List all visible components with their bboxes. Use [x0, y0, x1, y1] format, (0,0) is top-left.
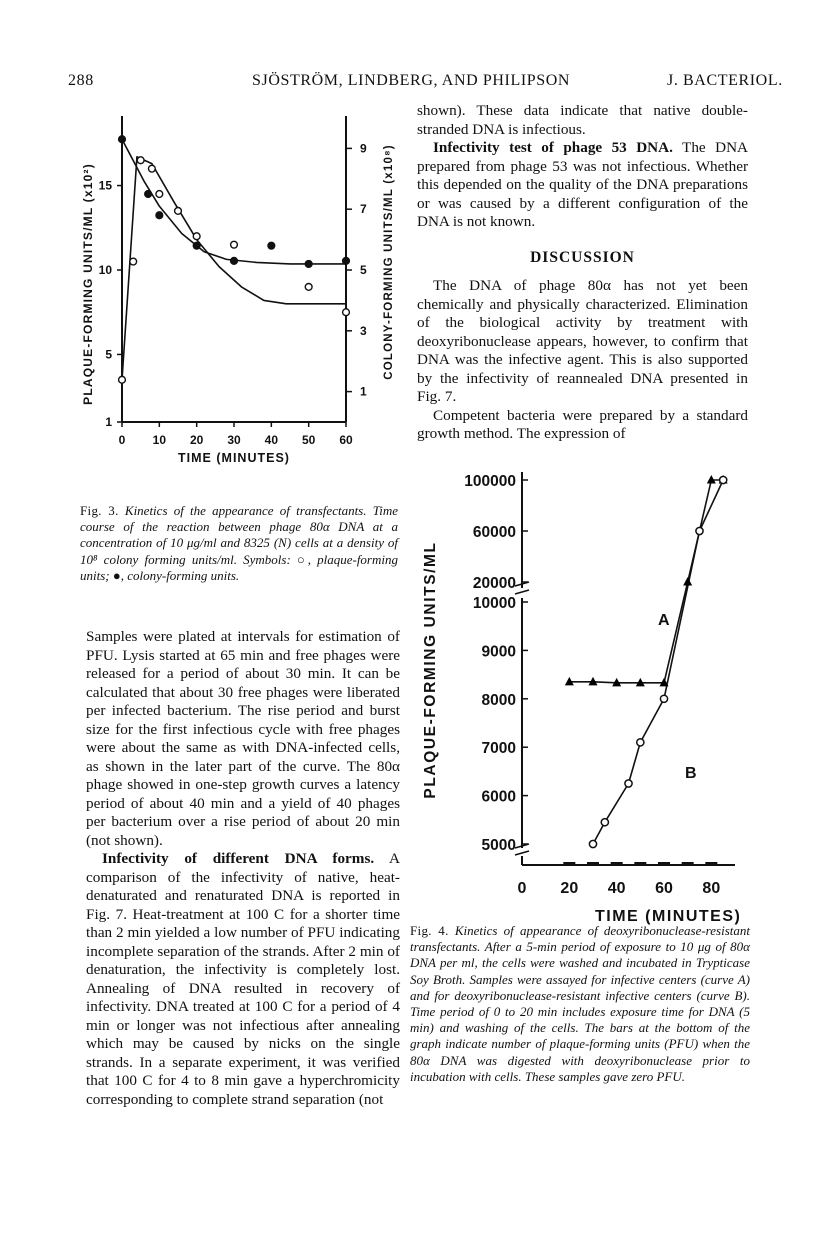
curve-B-point	[720, 476, 727, 483]
plaque-point	[148, 165, 155, 172]
curve-A-point	[683, 577, 692, 586]
y-axis-title: PLAQUE-FORMING UNITS/ML (x10²)	[81, 163, 95, 405]
section-subheading: Infectivity of different DNA forms.	[102, 850, 375, 867]
curve-A-label: A	[658, 612, 670, 629]
y2-tick-label: 1	[360, 384, 367, 399]
figure-4-chart	[405, 460, 765, 925]
page-number: 288	[68, 72, 94, 89]
figure-4-caption-text: Kinetics of appearance of deoxyribonuclease-resistant transfectants. After a 5-min period of exposure to 10 μg of 80α DNA per ml, the cells were washed and incubated in Trypticase Soy Broth. Samples were assayed for infective centers (curve A) and for deoxyribonuclease-resistant infective centers (curve B). Time period of 0 to 20 min includes exposure time for DNA (5 min) and washing of the cells. The bars at the bottom of the graph indicate number of plaque-forming units (PFU) when the 80α DNA was digested with deoxyribonuclease prior to incubation with cells. These samples gave zero PFU.	[410, 923, 750, 1084]
curve-B-point	[589, 840, 596, 847]
right-paragraph-2-text: The DNA prepared from phage 53 was not infectious. Whether this depended on the quality of the DNA preparations or was caused by a different configuration of the DNA is not known.	[417, 139, 748, 230]
x-tick-label: 30	[227, 433, 241, 447]
x-axis-title: TIME (MINUTES)	[595, 908, 742, 925]
y-tick-label: 5	[105, 347, 112, 362]
x-tick-label: 0	[118, 433, 126, 447]
left-column	[86, 628, 400, 1109]
figure-4-caption	[410, 923, 750, 1085]
right-column	[417, 102, 748, 444]
y-tick-label: 5000	[481, 837, 516, 854]
y-tick-label: 10000	[472, 595, 516, 612]
colony-point	[156, 212, 163, 219]
figure-3-caption	[80, 503, 398, 584]
plaque-point	[231, 241, 238, 248]
y2-tick-label: 7	[360, 202, 367, 217]
figure-3-chart	[70, 100, 410, 495]
plaque-point	[119, 376, 126, 383]
x-tick-label: 50	[301, 433, 316, 447]
y-tick-label: 9000	[481, 643, 516, 661]
curve-B-label: B	[685, 765, 697, 782]
discussion-heading: DISCUSSION	[530, 248, 635, 266]
plaque-point	[305, 283, 312, 290]
axis-break	[515, 844, 529, 855]
left-paragraph-2-text: A comparison of the infectivity of native, heat-denaturated and renaturated DNA is reported in Fig. 7. Heat-treatment at 100 C for a shorter time than 2 min yielded a low number of PFU indicating incomplete separation of the strands. After 2 min of denaturation, the infectivity is completely lost. Annealing of DNA resulted in recovery of infectivity. DNA treated at 100 C for a period of 4 min or longer was not infectious after annealing which may be caused by nicks on the single strands. In a separate experiment, it was verified that 100 C for 4 to 8 min gave a hyperchromicity corresponding to complete strand separation (not	[86, 850, 400, 1108]
zero-pfu-bar	[705, 862, 717, 866]
x-tick-label: 20	[560, 880, 579, 897]
y-tick-label: 10	[98, 263, 112, 277]
curve-B-point	[625, 780, 632, 787]
y2-tick-label: 5	[360, 263, 367, 277]
y-tick-label: 7000	[481, 740, 516, 758]
colony-point	[305, 261, 312, 268]
y-tick-label: 20000	[472, 575, 516, 592]
curve-B-point	[601, 819, 608, 826]
zero-pfu-bar	[587, 862, 599, 866]
zero-pfu-bar	[634, 862, 646, 866]
plaque-point	[156, 191, 163, 198]
curve-B-point	[696, 527, 703, 534]
left-paragraph-1: Samples were plated at intervals for estimation of PFU. Lysis started at 65 min and free phages were released for a period of about 30 min. It can be calculated that about 30 free phages were liberated per infected bacterium. The rise period and burst size for the first infectious cycle with free phages were about the same as with DNA-infected cells, as shown in the later part of the curve. The 80α phage showed in one-step growth curves a latency period of about 40 min and a yield of 40 phages per bacterium over a rise period of about 20 min (not shown).	[86, 628, 400, 849]
left-paragraph-2	[86, 850, 400, 1109]
running-title: SJÖSTRÖM, LINDBERG, AND PHILIPSON	[252, 72, 571, 89]
right-paragraph-2	[417, 139, 748, 232]
plaque-point	[193, 233, 200, 240]
colony-point	[193, 242, 200, 249]
figure-3-label: Fig. 3.	[80, 503, 119, 518]
y-tick-label: 1	[105, 415, 112, 429]
zero-pfu-bar	[682, 862, 694, 866]
x-tick-label: 10	[152, 433, 167, 447]
y-tick-label: 15	[98, 178, 112, 193]
colony-point	[231, 257, 238, 264]
zero-pfu-bar	[658, 862, 670, 866]
right-paragraph-1: shown). These data indicate that native double-stranded DNA is infectious.	[417, 102, 748, 138]
y2-axis-title: COLONY-FORMING UNITS/ML (x10⁸)	[383, 144, 395, 380]
right-paragraph-4: Competent bacteria were prepared by a standard growth method. The expression of	[417, 406, 748, 442]
x-tick-label: 40	[264, 433, 279, 447]
y-tick-label: 6000	[481, 788, 516, 806]
x-tick-label: 40	[607, 880, 626, 897]
curve-B-point	[660, 695, 667, 702]
y-tick-label: 60000	[472, 524, 516, 541]
x-axis-title: TIME (MINUTES)	[178, 451, 290, 465]
colony-point	[119, 136, 126, 143]
figure-3-caption-text: Kinetics of the appearance of transfectants. Time course of the reaction between phage 80α DNA at a concentration of 10 μg/ml and 8325 (N) cells at a density of 10⁸ colony forming units/ml. Symbols: ○, plaque-forming units; ●, colony-forming units.	[80, 503, 398, 583]
section-subheading: Infectivity test of phage 53 DNA.	[433, 139, 673, 156]
plaque-point	[343, 309, 350, 316]
x-tick-label: 60	[655, 880, 673, 897]
x-tick-label: 0	[517, 880, 527, 897]
x-tick-label: 80	[702, 880, 721, 897]
x-tick-label: 20	[189, 433, 204, 447]
journal-name: J. BACTERIOL.	[667, 72, 783, 89]
x-tick-label: 60	[339, 433, 353, 447]
figure-4-label: Fig. 4.	[410, 923, 449, 938]
plaque-point	[130, 258, 137, 265]
zero-pfu-bar	[563, 862, 575, 866]
y2-tick-label: 9	[360, 141, 367, 156]
y-tick-label: 100000	[464, 473, 516, 490]
plaque-point	[137, 157, 144, 164]
colony-point	[268, 242, 275, 249]
curve-B	[593, 480, 723, 844]
y-axis-title: PLAQUE-FORMING UNITS/ML	[422, 541, 439, 799]
y-tick-label: 8000	[481, 691, 516, 709]
colony-point	[343, 257, 350, 264]
fit-curve	[122, 157, 346, 380]
right-paragraph-3: The DNA of phage 80α has not yet been chemically and physically characterized. Elimination of the biological activity by treatment with deoxyribonuclease appears, however, to confirm that DNA was the infective agent. This is also supported by the infectivity of reannealed DNA presented in Fig. 7.	[417, 277, 748, 405]
y2-tick-label: 3	[360, 323, 367, 338]
curve-A-rise	[664, 480, 723, 683]
plaque-point	[175, 207, 182, 214]
zero-pfu-bar	[611, 862, 623, 866]
colony-point	[145, 191, 152, 198]
curve-B-point	[637, 739, 644, 746]
